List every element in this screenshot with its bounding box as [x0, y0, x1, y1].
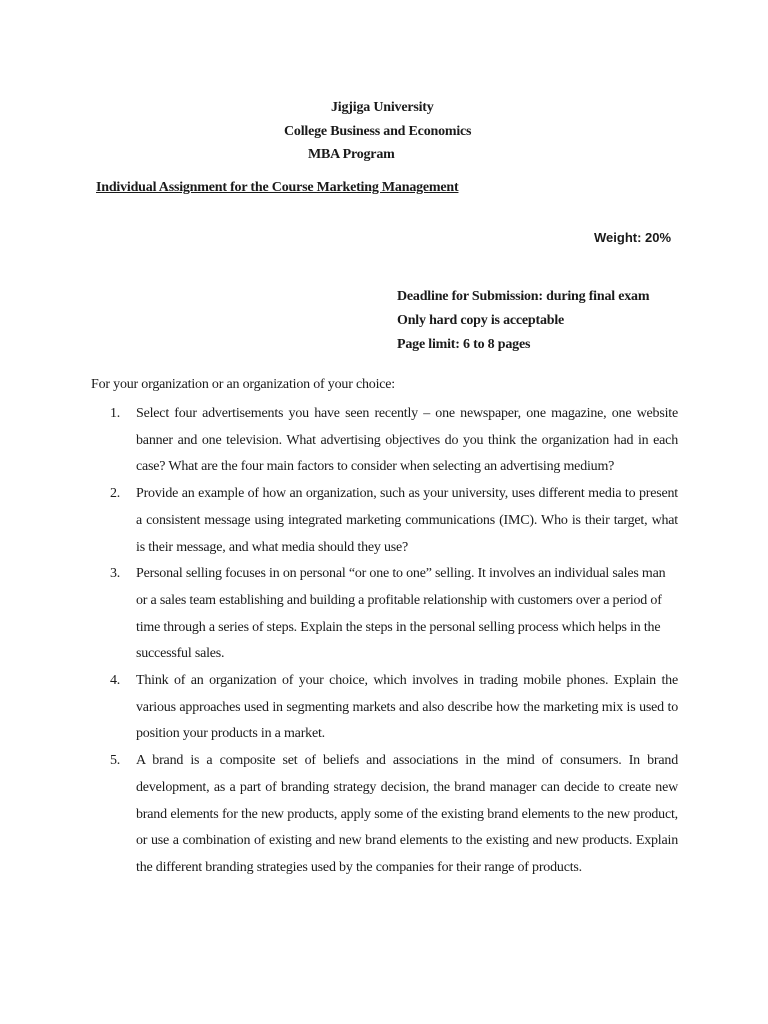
question-text: Provide an example of how an organization, such as your university, uses different media to present a consistent message using integrated marketing communications (IMC). Who is their target, what is their message, and what media should they use?: [136, 486, 678, 555]
page-limit-line: Page limit: 6 to 8 pages: [397, 337, 531, 352]
question-number: 1.: [110, 406, 121, 421]
assignment-title: Individual Assignment for the Course Marketing Management: [96, 180, 459, 195]
question-item: [110, 481, 678, 561]
question-text: Personal selling focuses in on personal “or one to one” selling. It involves an individual sales man or a sales team establishing and building a profitable relationship with customers over a period of time through a series of steps. Explain the steps in the personal selling process which helps in the successful sales.: [136, 566, 666, 662]
submission-info: [397, 287, 649, 359]
question-number: 3.: [110, 566, 121, 582]
deadline-line: Deadline for Submission: during final exam: [397, 289, 650, 304]
intro-text: For your organization or an organization of your choice:: [91, 377, 395, 392]
weight-label: Weight: 20%: [594, 230, 672, 245]
question-text: Select four advertisements you have seen recently – one newspaper, one magazine, one website banner and one television. What advertising objectives do you think the organization had in each case? What are the four main factors to consider when selecting an advertising medium?: [136, 406, 678, 475]
question-item: [110, 668, 678, 748]
university-name: Jigjiga University: [331, 100, 434, 115]
question-item: [110, 401, 678, 481]
question-number: 5.: [110, 753, 121, 769]
question-number: 4.: [110, 673, 121, 689]
copy-requirement-line: Only hard copy is acceptable: [397, 313, 565, 328]
college-name: College Business and Economics: [284, 124, 472, 139]
question-item: [110, 748, 678, 882]
program-name: MBA Program: [308, 147, 395, 162]
question-number: 2.: [110, 486, 121, 502]
question-item: [110, 561, 678, 668]
question-text: A brand is a composite set of beliefs and associations in the mind of consumers. In brand development, as a part of branding strategy decision, the brand manager can decide to create new brand elements for the new products, apply some of the existing brand elements to the new product, or use a combination of existing and new brand elements to the existing and new products. Explain the different branding strategies used by the companies for their range of products.: [136, 753, 678, 875]
question-text: Think of an organization of your choice, which involves in trading mobile phones. Explain the various approaches used in segmenting markets and also describe how the marketing mix is used to position your products in a market.: [136, 673, 678, 742]
question-list: [110, 401, 678, 882]
